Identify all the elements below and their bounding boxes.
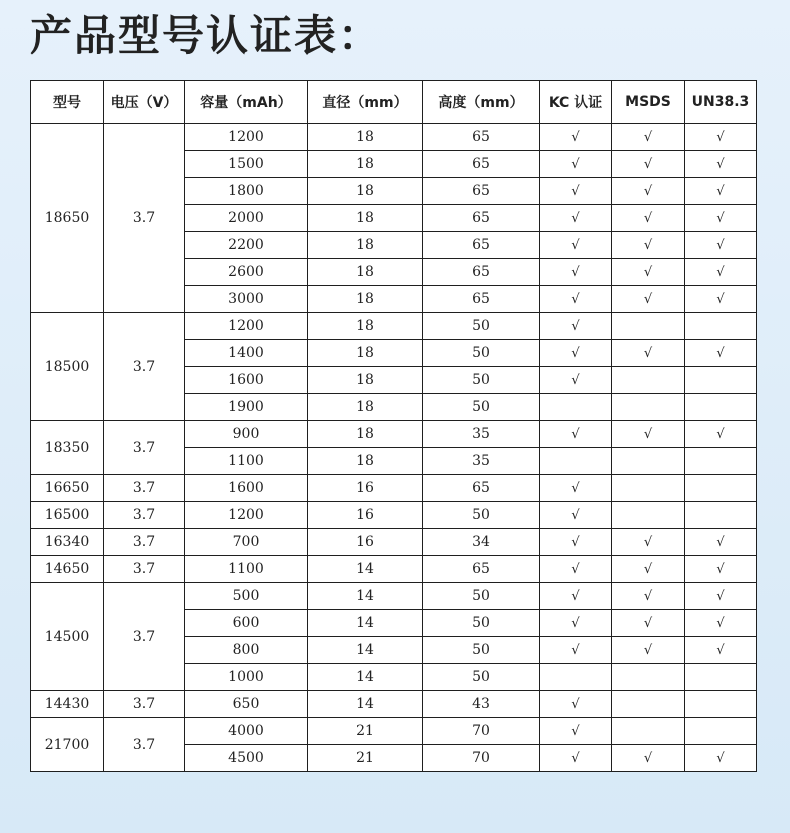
check-mark-icon: √ [571,156,580,172]
height-cell: 50 [423,367,540,394]
diameter-cell: 18 [308,178,423,205]
check-mark-icon: √ [643,129,653,145]
check-mark-icon: √ [643,750,653,766]
check-mark-icon: √ [716,615,725,631]
msds-cell [612,286,685,313]
check-mark-icon: √ [643,156,653,172]
check-mark-icon: √ [571,372,580,388]
capacity-cell: 1000 [185,664,308,691]
page-title: 产品型号认证表： [30,11,383,60]
msds-cell [612,637,685,664]
kc-cell [540,610,612,637]
capacity-cell: 1600 [185,367,308,394]
header-kc: KC 认证 [540,81,612,124]
height-cell: 65 [423,178,540,205]
voltage-cell: 3.7 [104,583,185,691]
model-cell: 16340 [31,529,104,556]
check-mark-icon: √ [716,183,725,199]
un38-cell [685,340,757,367]
un38-cell [685,232,757,259]
header-capacity: 容量（mAh） [185,81,308,124]
un38-cell [685,421,757,448]
height-cell: 35 [423,421,540,448]
check-mark-icon: √ [643,183,653,199]
kc-cell [540,178,612,205]
voltage-cell: 3.7 [104,556,185,583]
un38-cell [685,286,757,313]
check-mark-icon: √ [643,291,653,307]
voltage-cell: 3.7 [104,502,185,529]
check-mark-icon: √ [716,345,725,361]
msds-cell [612,610,685,637]
kc-cell [540,367,612,394]
header-voltage: 电压（V） [104,81,185,124]
table-row [31,124,757,151]
msds-cell [612,205,685,232]
voltage-cell: 3.7 [104,691,185,718]
diameter-cell: 16 [308,502,423,529]
check-mark-icon: √ [716,129,725,145]
height-cell: 65 [423,286,540,313]
height-cell: 70 [423,718,540,745]
kc-cell [540,286,612,313]
check-mark-icon: √ [716,426,725,442]
height-cell: 65 [423,151,540,178]
kc-cell [540,502,612,529]
diameter-cell: 14 [308,637,423,664]
table-row [31,313,757,340]
height-cell: 65 [423,556,540,583]
un38-cell [685,502,757,529]
diameter-cell: 14 [308,556,423,583]
check-mark-icon: √ [716,588,725,604]
capacity-cell: 1200 [185,502,308,529]
height-cell: 50 [423,637,540,664]
un38-cell [685,637,757,664]
voltage-cell: 3.7 [104,475,185,502]
model-cell: 18500 [31,313,104,421]
capacity-cell: 2200 [185,232,308,259]
check-mark-icon: √ [643,345,653,361]
check-mark-icon: √ [716,237,725,253]
height-cell: 50 [423,313,540,340]
check-mark-icon: √ [716,750,725,766]
check-mark-icon: √ [571,210,580,226]
capacity-cell: 1200 [185,124,308,151]
kc-cell [540,718,612,745]
un38-cell [685,448,757,475]
msds-cell [612,421,685,448]
msds-cell [612,475,685,502]
capacity-cell: 1900 [185,394,308,421]
un38-cell [685,205,757,232]
msds-cell [612,745,685,772]
table-row [31,583,757,610]
table-row [31,421,757,448]
diameter-cell: 18 [308,448,423,475]
table-row [31,718,757,745]
height-cell: 43 [423,691,540,718]
check-mark-icon: √ [571,696,580,712]
diameter-cell: 16 [308,529,423,556]
kc-cell [540,475,612,502]
msds-cell [612,313,685,340]
msds-cell [612,394,685,421]
un38-cell [685,691,757,718]
capacity-cell: 4500 [185,745,308,772]
capacity-cell: 500 [185,583,308,610]
msds-cell [612,340,685,367]
height-cell: 50 [423,583,540,610]
capacity-cell: 1100 [185,448,308,475]
table-row [31,691,757,718]
kc-cell [540,205,612,232]
check-mark-icon: √ [571,561,580,577]
table-row [31,529,757,556]
kc-cell [540,313,612,340]
check-mark-icon: √ [643,426,653,442]
diameter-cell: 18 [308,286,423,313]
diameter-cell: 18 [308,313,423,340]
header-diameter: 直径（mm） [308,81,423,124]
check-mark-icon: √ [716,561,725,577]
msds-cell [612,556,685,583]
msds-cell [612,367,685,394]
check-mark-icon: √ [571,183,580,199]
check-mark-icon: √ [571,426,580,442]
msds-cell [612,529,685,556]
model-cell: 18350 [31,421,104,475]
check-mark-icon: √ [716,291,725,307]
check-mark-icon: √ [571,507,580,523]
msds-cell [612,502,685,529]
capacity-cell: 1500 [185,151,308,178]
diameter-cell: 18 [308,367,423,394]
diameter-cell: 14 [308,610,423,637]
un38-cell [685,745,757,772]
check-mark-icon: √ [571,588,580,604]
table-row [31,502,757,529]
check-mark-icon: √ [571,345,580,361]
kc-cell [540,745,612,772]
height-cell: 65 [423,232,540,259]
capacity-cell: 4000 [185,718,308,745]
kc-cell [540,340,612,367]
kc-cell [540,394,612,421]
height-cell: 50 [423,610,540,637]
capacity-cell: 1600 [185,475,308,502]
height-cell: 50 [423,502,540,529]
diameter-cell: 18 [308,232,423,259]
msds-cell [612,583,685,610]
table-header-row [31,81,757,124]
un38-cell [685,718,757,745]
msds-cell [612,151,685,178]
diameter-cell: 18 [308,394,423,421]
kc-cell [540,691,612,718]
model-cell: 14500 [31,583,104,691]
check-mark-icon: √ [571,264,580,280]
voltage-cell: 3.7 [104,421,185,475]
un38-cell [685,664,757,691]
check-mark-icon: √ [571,129,580,145]
height-cell: 35 [423,448,540,475]
model-cell: 16650 [31,475,104,502]
un38-cell [685,178,757,205]
capacity-cell: 1200 [185,313,308,340]
check-mark-icon: √ [716,156,725,172]
un38-cell [685,583,757,610]
capacity-cell: 2600 [185,259,308,286]
msds-cell [612,664,685,691]
msds-cell [612,691,685,718]
model-cell: 14430 [31,691,104,718]
height-cell: 34 [423,529,540,556]
check-mark-icon: √ [571,480,580,496]
check-mark-icon: √ [571,237,580,253]
model-cell: 18650 [31,124,104,313]
diameter-cell: 21 [308,718,423,745]
model-cell: 14650 [31,556,104,583]
check-mark-icon: √ [643,264,653,280]
capacity-cell: 700 [185,529,308,556]
diameter-cell: 18 [308,151,423,178]
capacity-cell: 3000 [185,286,308,313]
check-mark-icon: √ [643,561,653,577]
msds-cell [612,124,685,151]
capacity-cell: 900 [185,421,308,448]
capacity-cell: 600 [185,610,308,637]
un38-cell [685,367,757,394]
un38-cell [685,475,757,502]
un38-cell [685,394,757,421]
diameter-cell: 16 [308,475,423,502]
header-un38: UN38.3 [685,81,757,124]
capacity-cell: 1400 [185,340,308,367]
check-mark-icon: √ [571,750,580,766]
un38-cell [685,151,757,178]
check-mark-icon: √ [716,642,725,658]
height-cell: 65 [423,475,540,502]
voltage-cell: 3.7 [104,529,185,556]
check-mark-icon: √ [643,642,653,658]
diameter-cell: 18 [308,124,423,151]
kc-cell [540,664,612,691]
un38-cell [685,610,757,637]
kc-cell [540,151,612,178]
kc-cell [540,232,612,259]
model-cell: 21700 [31,718,104,772]
check-mark-icon: √ [571,534,580,550]
msds-cell [612,232,685,259]
height-cell: 50 [423,340,540,367]
capacity-cell: 650 [185,691,308,718]
kc-cell [540,421,612,448]
height-cell: 50 [423,664,540,691]
height-cell: 65 [423,259,540,286]
header-model: 型号 [31,81,104,124]
check-mark-icon: √ [643,588,653,604]
msds-cell [612,259,685,286]
un38-cell [685,259,757,286]
check-mark-icon: √ [643,210,653,226]
un38-cell [685,124,757,151]
check-mark-icon: √ [571,723,580,739]
diameter-cell: 21 [308,745,423,772]
height-cell: 70 [423,745,540,772]
capacity-cell: 2000 [185,205,308,232]
check-mark-icon: √ [643,534,653,550]
kc-cell [540,583,612,610]
kc-cell [540,259,612,286]
diameter-cell: 18 [308,205,423,232]
height-cell: 50 [423,394,540,421]
capacity-cell: 1800 [185,178,308,205]
check-mark-icon: √ [571,318,580,334]
capacity-cell: 1100 [185,556,308,583]
check-mark-icon: √ [716,210,725,226]
diameter-cell: 18 [308,340,423,367]
header-msds: MSDS [612,81,685,124]
kc-cell [540,448,612,475]
un38-cell [685,556,757,583]
diameter-cell: 18 [308,259,423,286]
un38-cell [685,313,757,340]
voltage-cell: 3.7 [104,718,185,772]
kc-cell [540,637,612,664]
kc-cell [540,124,612,151]
voltage-cell: 3.7 [104,124,185,313]
check-mark-icon: √ [571,642,580,658]
kc-cell [540,556,612,583]
msds-cell [612,718,685,745]
check-mark-icon: √ [643,615,653,631]
model-cell: 16500 [31,502,104,529]
diameter-cell: 14 [308,691,423,718]
un38-cell [685,529,757,556]
check-mark-icon: √ [716,534,725,550]
diameter-cell: 14 [308,664,423,691]
diameter-cell: 18 [308,421,423,448]
msds-cell [612,178,685,205]
table-row [31,475,757,502]
diameter-cell: 14 [308,583,423,610]
header-height: 高度（mm） [423,81,540,124]
certification-table [30,80,757,772]
capacity-cell: 800 [185,637,308,664]
kc-cell [540,529,612,556]
table-row [31,556,757,583]
check-mark-icon: √ [716,264,725,280]
check-mark-icon: √ [571,615,580,631]
check-mark-icon: √ [643,237,653,253]
check-mark-icon: √ [571,291,580,307]
msds-cell [612,448,685,475]
height-cell: 65 [423,205,540,232]
voltage-cell: 3.7 [104,313,185,421]
table-body [31,124,757,772]
height-cell: 65 [423,124,540,151]
